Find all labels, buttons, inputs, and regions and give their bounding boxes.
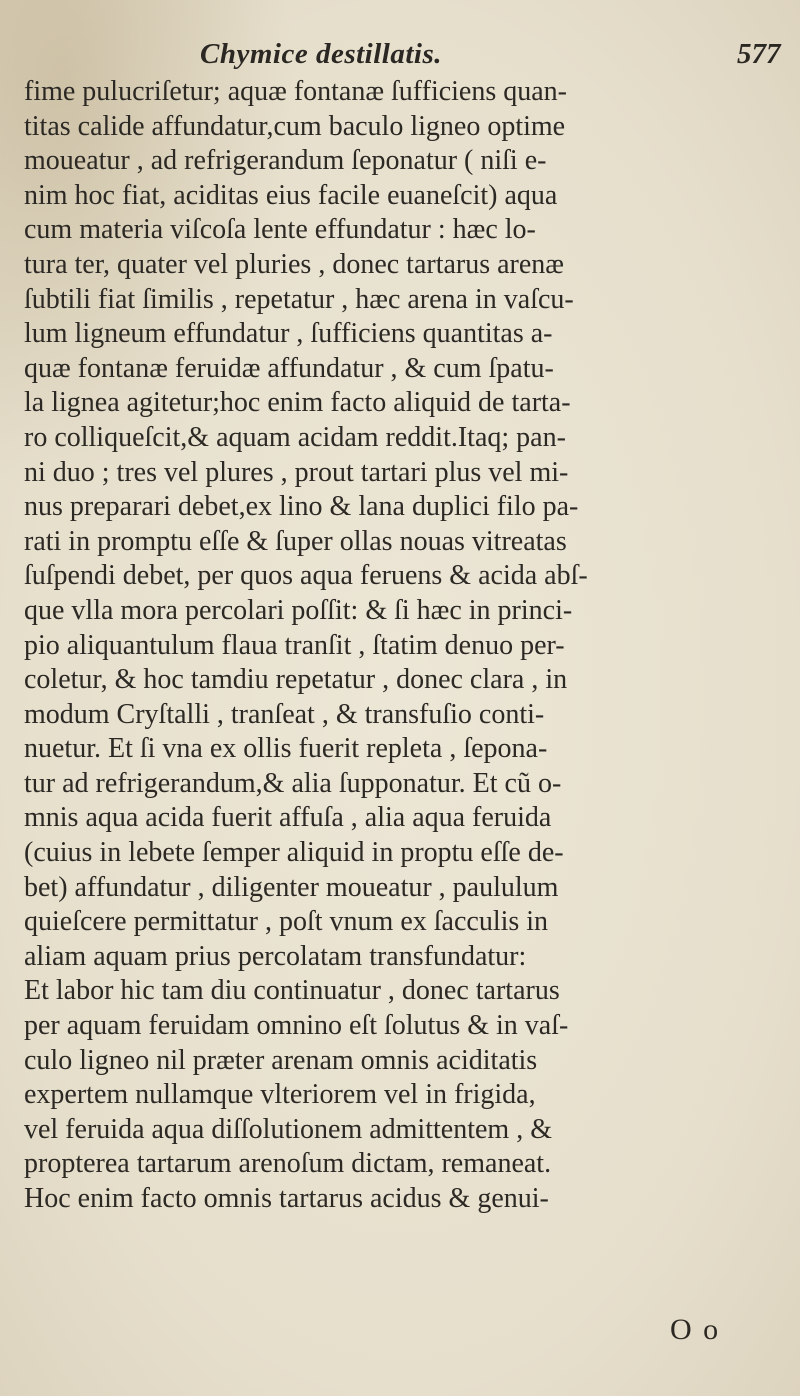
page-number: 577 <box>737 38 781 70</box>
text-line: Hoc enim facto omnis tartarus acidus & genui- <box>24 1183 549 1214</box>
text-line: fime pulucriſetur; aquæ fontanæ ſufficiens quan- <box>24 76 568 107</box>
text-line: tura ter, quater vel pluries , donec tartarus arenæ <box>24 248 564 280</box>
text-line: ni duo ; tres vel plures , prout tartari plus vel mi- <box>24 456 569 488</box>
text-line: quieſcere permittatur , poſt vnum ex ſacculis in <box>24 906 549 938</box>
text-line: culo ligneo nil præter arenam omnis aciditatis <box>24 1044 538 1076</box>
text-line: Et labor hic tam diu continuatur , donec tartarus <box>24 975 560 1007</box>
text-line: per aquam feruidam omnino eſt ſolutus & in vaſ- <box>24 1010 569 1042</box>
text-line: expertem nullamque vlteriorem vel in frigida, <box>24 1079 536 1111</box>
text-line: ſubtili fiat ſimilis , repetatur , hæc arena in vaſcu- <box>24 283 574 315</box>
text-line: modum Cryſtalli , tranſeat , & transfuſio conti- <box>24 698 545 730</box>
text-line: la lignea agitetur;hoc enim facto aliquid de tarta- <box>24 387 571 419</box>
page-header <box>0 28 800 78</box>
text-line: mnis aqua acida fuerit affuſa , alia aqua feruida <box>24 802 552 834</box>
text-line: bet) affundatur , diligenter moueatur , paululum <box>24 871 559 903</box>
running-head: Chymice destillatis. <box>200 38 442 70</box>
text-line: (cuius in lebete ſemper aliquid in proptu eſſe de- <box>24 837 564 869</box>
text-line: aliam aquam prius percolatam transfundatur: <box>24 940 527 972</box>
body-text <box>24 75 796 1217</box>
text-line: rati in promptu eſſe & ſuper ollas nouas vitreatas <box>24 525 567 557</box>
text-line: titas calide affundatur,cum baculo ligneo optime <box>24 110 566 142</box>
text-line: ſuſpendi debet, per quos aqua feruens & acida abſ- <box>24 560 588 592</box>
catchword: O o <box>670 1313 721 1346</box>
text-line: pio aliquantulum flaua tranſit , ſtatim denuo per- <box>24 629 565 661</box>
text-line: lum ligneum effundatur , ſufficiens quantitas a- <box>24 318 553 350</box>
text-line: nuetur. Et ſi vna ex ollis fuerit repleta , ſepona- <box>24 733 548 765</box>
text-line: cum materia viſcoſa lente effundatur : hæc lo- <box>24 214 536 246</box>
text-line: tur ad refrigerandum,& alia ſupponatur. Et cũ o- <box>24 767 562 799</box>
text-line: que vlla mora percolari poſſit: & ſi hæc in princi- <box>24 594 573 626</box>
text-line: ro colliqueſcit,& aquam acidam reddit.Itaq; pan- <box>24 421 566 453</box>
text-line: moueatur , ad refrigerandum ſeponatur ( niſi e- <box>24 145 547 177</box>
text-line: vel feruida aqua diſſolutionem admittentem , & <box>24 1113 552 1145</box>
text-line: nim hoc fiat, aciditas eius facile euaneſcit) aqua <box>24 179 558 211</box>
text-line: coletur, & hoc tamdiu repetatur , donec clara , in <box>24 664 568 696</box>
text-line: propterea tartarum arenoſum dictam, remaneat. <box>24 1148 552 1180</box>
text-line: nus preparari debet,ex lino & lana duplici filo pa- <box>24 491 579 523</box>
text-line: quæ fontanæ feruidæ affundatur , & cum ſpatu- <box>24 352 554 384</box>
